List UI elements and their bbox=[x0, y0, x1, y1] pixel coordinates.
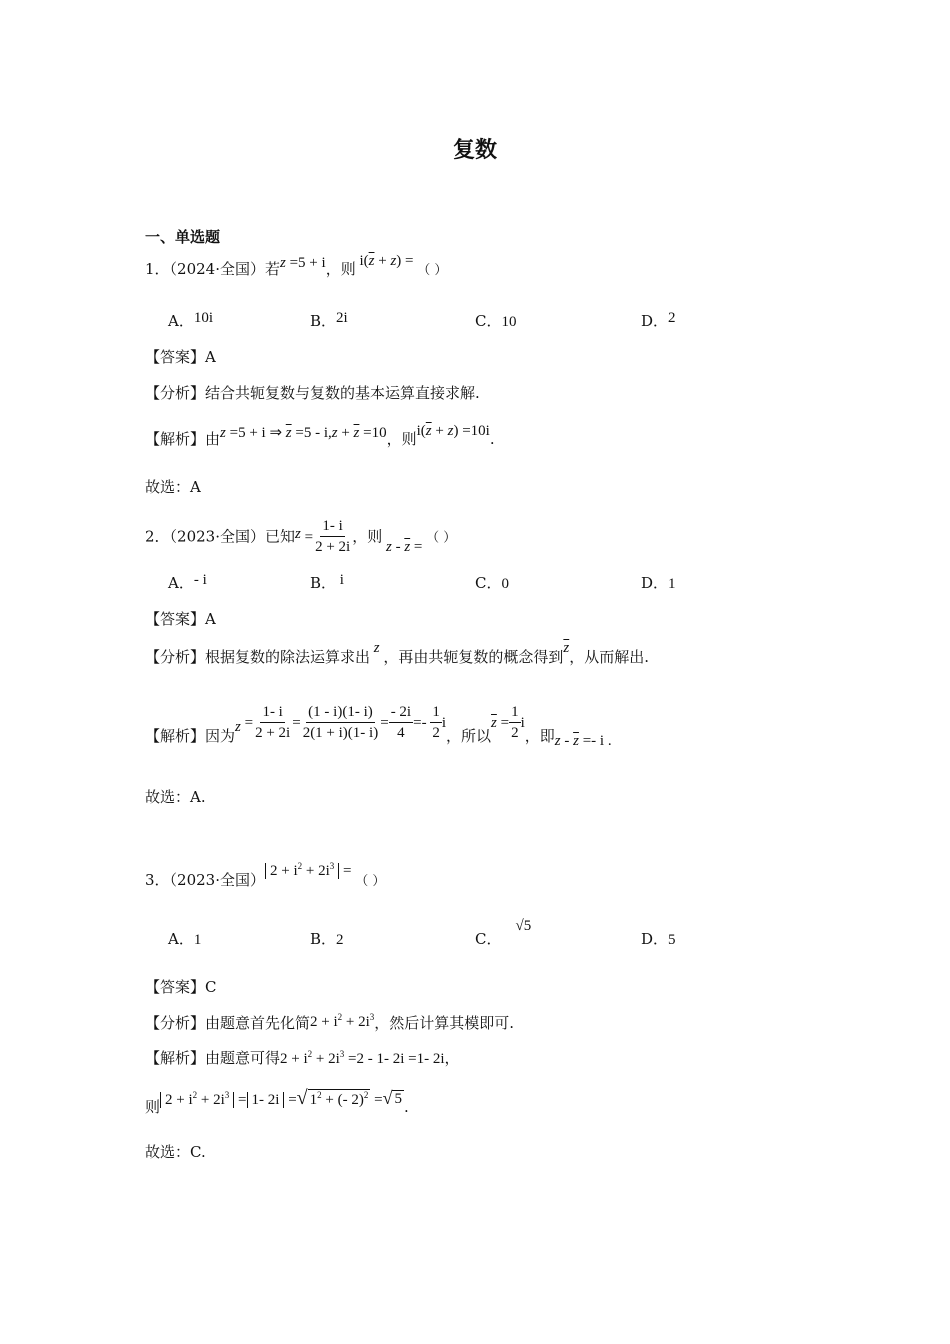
q3-final: 故选：C. bbox=[145, 1143, 206, 1161]
q1-solution-math: z =5 + i ⇒ $\overline{z} =5 - i,z + \overline{z} =10$ bbox=[220, 425, 387, 441]
q2-final: 故选：A. bbox=[145, 788, 206, 806]
q2-stem: 2．（2023·全国）已知z = $\frac{1- i}{2 + 2i}$ ，则 z - $\overline{z}$ = （ ） bbox=[145, 518, 457, 556]
q1-option-b[interactable]: B．2i bbox=[310, 310, 348, 330]
q1-analysis: 【分析】结合共轭复数与复数的基本运算直接求解. bbox=[145, 384, 480, 402]
q1-equation: z =5 + i bbox=[280, 255, 326, 271]
q2-option-b[interactable]: B． i bbox=[310, 572, 344, 592]
q3-option-b[interactable]: B．2 bbox=[310, 930, 344, 948]
q3-option-c[interactable]: C． √ 5 bbox=[475, 918, 532, 948]
q2-answer: 【答案】A bbox=[145, 610, 216, 628]
q2-conjugate: $\overline{z}$ = $\frac{1}{2}$ i bbox=[491, 704, 525, 742]
q1-solution-result: $i(\overline{z} + z) =10i$ bbox=[416, 423, 490, 439]
q2-option-d[interactable]: D．1 bbox=[641, 574, 676, 592]
q2-result: $z - \overline{z} =- i$ . bbox=[554, 732, 612, 749]
q1-answer: 【答案】A bbox=[145, 348, 216, 366]
sqrt-icon: √ 5 bbox=[515, 918, 532, 934]
q2-analysis: 【分析】根据复数的除法运算求出 z ，再由共轭复数的概念得到$\overline{z}$，从而解出. bbox=[145, 640, 649, 666]
q2-option-a[interactable]: A．- i bbox=[168, 572, 207, 592]
q1-option-a[interactable]: A．10i bbox=[168, 310, 214, 330]
q2-fraction: $\frac{1- i}{2 + 2i}$ bbox=[315, 518, 351, 556]
q2-solution-math: z = $\frac{1- i}{2 + 2i}$ = $\frac{(1 - i)(1- i)}{2(1 + i)(1- i)}$ = $\frac{- 2i}{4}$ =- $\frac{1}{2}$ i bbox=[235, 704, 446, 742]
q3-solution-line2: 则 $2 + i^2 + 2i^3 = 1-$ 2i = √ $1^2$ + (- 2)$^2$ = √ 5 . bbox=[145, 1087, 409, 1116]
q1-solution: 【解析】由z =5 + i ⇒ $\overline{z} =5 - i,z + \overline{z} =10$，则$i(\overline{z} + z) =10i$. bbox=[145, 423, 495, 448]
q1-stem-mid: ，则 bbox=[325, 260, 356, 278]
q2-expression: z - $\overline{z}$ = bbox=[385, 539, 427, 556]
section-heading: 一、单选题 bbox=[145, 228, 221, 246]
q2-option-c[interactable]: C．0 bbox=[475, 574, 509, 592]
q3-expression: $2 + i^2 + 2i^3$ bbox=[265, 863, 339, 879]
q3-option-a[interactable]: A．1 bbox=[168, 930, 202, 948]
q3-solution: 【解析】由题意可得$2 + i^2 + 2i^3 =2 - 1-$ 2i =1- 2i， bbox=[145, 1049, 460, 1067]
q3-answer: 【答案】C bbox=[145, 978, 217, 996]
q1-expression: $i(\overline{z} + z)$ = bbox=[355, 253, 418, 269]
q1-option-c[interactable]: C．10 bbox=[475, 312, 517, 330]
q1-stem bbox=[145, 253, 448, 278]
q3-option-d[interactable]: D．5 bbox=[641, 930, 676, 948]
q3-stem: 3．（2023·全国） $2 + i^2 + 2i^3$ = （ ） bbox=[145, 861, 386, 889]
q2-solution: 【解析】因为z = $\frac{1- i}{2 + 2i}$ = $\frac{(1 - i)(1- i)}{2(1 + i)(1- i)}$ = $\frac{- 2i}{4}$ =- $\frac{1}{2}$ i，所以$\overline{z}$ = $\frac{1}{2}$ i，即$z - \overline{z} =- i$ . bbox=[145, 704, 612, 749]
q1-option-d[interactable]: D．2 bbox=[641, 310, 676, 330]
q3-analysis: 【分析】由题意首先化简$2 + i^2 + 2i^3$，然后计算其模即可. bbox=[145, 1012, 515, 1032]
q1-stem-prefix: 1．（2024·全国）若 bbox=[145, 260, 280, 278]
q1-final: 故选：A bbox=[145, 478, 201, 496]
page-title: 复数 bbox=[452, 138, 497, 163]
q1-paren: （ ） bbox=[417, 263, 448, 278]
